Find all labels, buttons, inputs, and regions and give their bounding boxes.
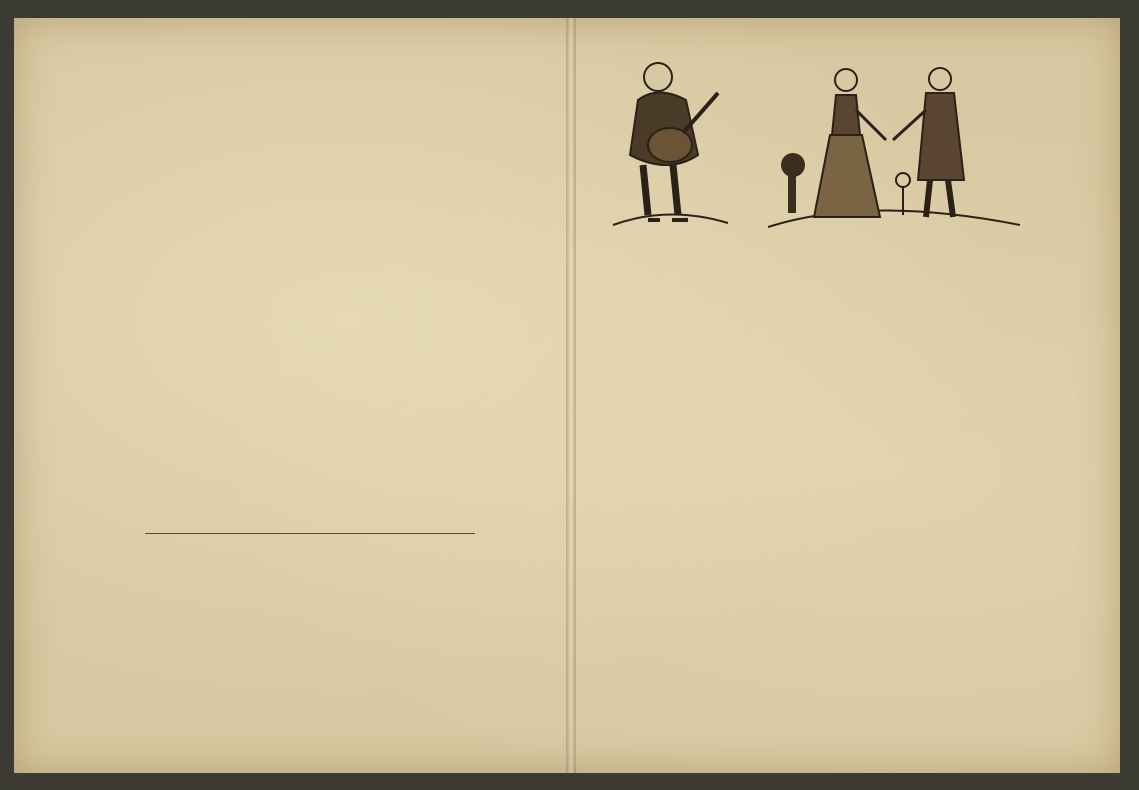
end-rule — [145, 533, 475, 534]
lady-figure — [814, 69, 886, 217]
center-fold — [566, 18, 576, 773]
tree-figure — [781, 153, 805, 213]
library-stamp — [352, 592, 472, 654]
flower-figure — [896, 173, 910, 215]
guitar-player-figure — [630, 63, 718, 220]
woodcut-illustration — [608, 55, 1028, 235]
